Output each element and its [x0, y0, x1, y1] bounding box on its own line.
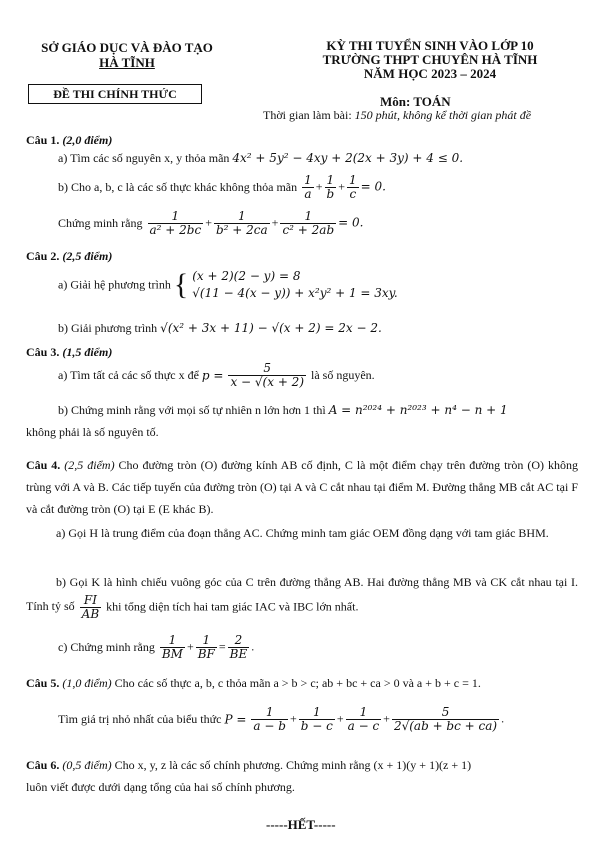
q4-intro-text: Cho đường tròn (O) đường kính AB cố định, C là một điểm chạy trên đường tròn (O) không trùng với A và B. Các tiếp tuyến của đường tròn (O) tại A và C cắt nhau tại điểm M. Đường thẳng MB cắt AC tại F và cắt đường tròn (O) tại E (E khác B).: [26, 458, 578, 516]
subject-label: Môn: TOÁN: [380, 94, 451, 109]
q4-points: (2,5 điểm): [64, 458, 115, 472]
q5-title: Câu 5.: [26, 676, 60, 690]
q5-expr: Tìm giá trị nhỏ nhất của biểu thức P = $\frac{1}{a - b}$ + $\frac{1}{b - c}$ + $\frac{1}{a - c}$ + $\frac{5}{2√(ab + bc + ca)}$ .: [58, 705, 505, 733]
time-label: [263, 108, 531, 123]
q3-b-math: A = n²⁰²⁴ + n²⁰²³ + n⁴ − n + 1: [328, 403, 508, 417]
q2-heading: [26, 249, 112, 264]
q5-heading: [26, 676, 481, 691]
q1-b2: Chứng minh rằng $\frac{1}{\text{a² + 2bc}}$ + $\frac{1}{\text{b² + 2ca}}$ + $\frac{1}{\text{c² + 2ab}}$ = 0.: [58, 209, 364, 237]
time-value: 150 phút, không kể thời gian phát đề: [354, 108, 532, 122]
q5-points: (1,0 điểm): [62, 676, 112, 690]
q3-a-tail: là số nguyên.: [308, 368, 375, 382]
q2-points: (2,5 điểm): [62, 249, 113, 263]
system-eq2: √(11 − 4(x − y)) + x²y² + 1 = 3xy.: [192, 286, 398, 300]
fraction-1-over-b: $\frac{1}{b}$: [326, 173, 335, 201]
fraction-fi-ab: $\frac{FI}{AB}$: [81, 593, 100, 621]
q2-b-text: b) Giải phương trình: [58, 321, 161, 335]
q6-heading: [26, 758, 471, 773]
fraction-1-over-c: $\frac{1}{c}$: [349, 173, 357, 201]
q6-points: (0,5 điểm): [62, 758, 112, 772]
q1-b-tail: = 0.: [360, 179, 386, 194]
q4-b: [26, 570, 578, 621]
system-eq1: (x + 2)(2 − y) = 8: [192, 269, 301, 283]
q3-heading: [26, 345, 112, 360]
fraction-term-b: $\frac{1}{\text{b² + 2ca}}$: [215, 209, 268, 237]
exam-line2: TRƯỜNG THPT CHUYÊN HÀ TĨNH: [322, 52, 538, 67]
fraction-term-a: $\frac{1}{\text{a² + 2bc}}$: [149, 209, 202, 237]
q3-title: Câu 3.: [26, 345, 60, 359]
exam-title-block: [280, 39, 580, 81]
q5-text: Cho các số thực a, b, c thỏa mãn a > b > c; ab + bc + ca > 0 và a + b + c = 1.: [111, 676, 481, 690]
department-line2: HÀ TĨNH: [99, 55, 155, 70]
q1-title: Câu 1.: [26, 133, 60, 147]
fraction-1-b-c: $\frac{1}{b - c}$: [300, 705, 333, 733]
q1-b-text: b) Cho a, b, c là các số thực khác không thỏa mãn: [58, 180, 301, 194]
q4-title: Câu 4.: [26, 458, 61, 472]
q2-b-math: √(x² + 3x + 11) − √(x + 2) = 2x − 2.: [160, 321, 382, 335]
q2-b: [58, 321, 382, 336]
fraction-1-bf: $\frac{1}{BF}$: [197, 633, 215, 661]
end-marker: -----HẾT-----: [266, 817, 336, 832]
q1-b2-text: Chứng minh rằng: [58, 216, 146, 230]
q1-b: b) Cho a, b, c là các số thực khác không thỏa mãn $\frac{1}{a}$ + $\frac{1}{b}$ + $\frac{1}{c}$ = 0.: [58, 173, 386, 201]
q3-b2: không phải là số nguyên tố.: [26, 425, 159, 439]
equation-system: [192, 268, 397, 302]
fraction-p: $\frac{5}{x - √(x + 2)}$: [230, 361, 304, 389]
q4-a: [26, 522, 578, 544]
fraction-2-be: $\frac{2}{BE}$: [229, 633, 248, 661]
q6-text2: luôn viết được dưới dạng tổng của hai số chính phương.: [26, 780, 295, 794]
fraction-5-sqrt: $\frac{5}{2√(ab + bc + ca)}$: [393, 705, 498, 733]
q5-text2: Tìm giá trị nhỏ nhất của biểu thức: [58, 712, 225, 726]
q1-points: (2,0 điểm): [62, 133, 113, 147]
fraction-1-a-c: $\frac{1}{a - c}$: [347, 705, 380, 733]
q3-a-text: a) Tìm tất cả các số thực x để: [58, 368, 202, 382]
q3-points: (1,5 điểm): [62, 345, 113, 359]
system-brace: {: [173, 268, 189, 301]
official-exam-label: ĐỀ THI CHÍNH THỨC: [28, 84, 202, 104]
q2-title: Câu 2.: [26, 249, 60, 263]
q4-intro: [26, 454, 578, 520]
q4-a-text: a) Gọi H là trung điểm của đoạn thẳng AC. Chứng minh tam giác OEM đồng dạng với tam giác BHM.: [56, 526, 549, 540]
q1-a-text: a) Tìm các số nguyên x, y thỏa mãn: [58, 151, 233, 165]
q6-title: Câu 6.: [26, 758, 60, 772]
q4-c: c) Chứng minh rằng $\frac{1}{BM}$ + $\frac{1}{BF}$ = $\frac{2}{BE}$ .: [58, 633, 255, 661]
q4-b-tail: khi tổng diện tích hai tam giác IAC và IBC lớn nhất.: [103, 599, 359, 614]
department-line1: SỞ GIÁO DỤC VÀ ĐÀO TẠO: [41, 40, 213, 55]
q3-a: a) Tìm tất cả các số thực x để p = $\frac{5}{x - √(x + 2)}$ là số nguyên.: [58, 361, 375, 389]
q3-b: [58, 403, 508, 418]
fraction-1-bm: $\frac{1}{BM}$: [161, 633, 183, 661]
q1-heading: [26, 133, 112, 148]
fraction-1-a-b: $\frac{1}{a - b}$: [253, 705, 286, 733]
q6-text: Cho x, y, z là các số chính phương. Chứng minh rằng (x + 1)(y + 1)(z + 1): [111, 758, 472, 772]
q1-a-math: 4x² + 5y² − 4xy + 2(2x + 3y) + 4 ≤ 0.: [232, 151, 464, 165]
fraction-term-c: $\frac{1}{\text{c² + 2ab}}$: [282, 209, 335, 237]
q4-c-text: c) Chứng minh rằng: [58, 640, 158, 654]
exam-line3: NĂM HỌC 2023 – 2024: [363, 66, 497, 81]
q3-b-text: b) Chứng minh rằng với mọi số tự nhiên n lớn hơn 1 thì: [58, 403, 329, 417]
time-label-prefix: Thời gian làm bài:: [263, 108, 355, 122]
department-block: [22, 40, 232, 70]
q2-a: [58, 268, 398, 302]
q4-b-text: b) Gọi K là hình chiếu vuông góc của C trên đường thẳng AB. Hai đường thẳng MB và CK cắt nhau tại I. Tính tỷ số: [26, 575, 578, 614]
q1-a: [58, 151, 463, 166]
q2-a-text: a) Giải hệ phương trình: [58, 277, 174, 292]
exam-line1: KỲ THI TUYỂN SINH VÀO LỚP 10: [326, 38, 534, 53]
fraction-1-over-a: $\frac{1}{a}$: [304, 173, 312, 201]
q1-b2-tail: = 0.: [338, 215, 364, 230]
